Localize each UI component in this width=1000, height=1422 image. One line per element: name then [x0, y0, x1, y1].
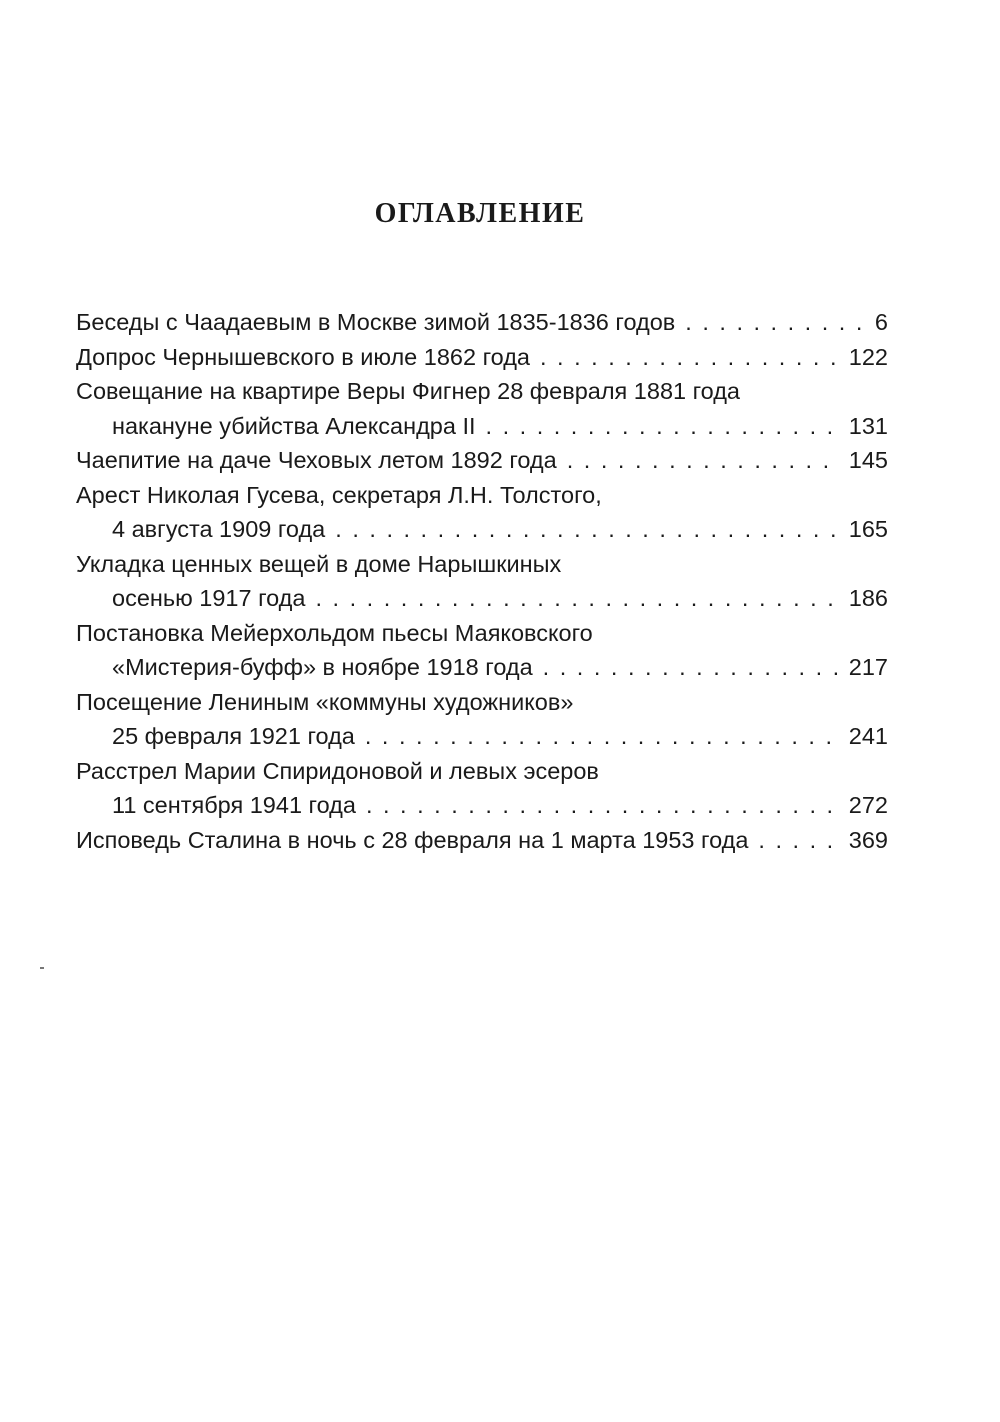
toc-entry-title: Чаепитие на даче Чеховых летом 1892 года: [76, 447, 557, 473]
dot-leader: [335, 512, 841, 547]
toc-entry-line: [76, 685, 888, 720]
toc-entry-title: Допрос Чернышевского в июле 1862 года: [76, 343, 530, 370]
toc-entry-title: Посещение Лениным «коммуны художников»: [76, 688, 574, 715]
toc-entry-title-continued: осенью 1917 года: [112, 585, 306, 611]
toc-page-number: 241: [848, 723, 888, 749]
toc-entry-line: [76, 305, 888, 340]
toc-entry[interactable]: [76, 478, 888, 547]
toc-entry-title: Беседы с Чаадаевым в Москве зимой 1835-1836 годов: [76, 309, 676, 335]
dot-leader: [685, 305, 867, 340]
dot-leader: [543, 650, 841, 685]
toc-entry-continuation: [76, 719, 888, 754]
toc-entry-continuation: [76, 581, 888, 616]
toc-entry[interactable]: [76, 547, 888, 616]
toc-page-number: 369: [848, 826, 888, 853]
toc-entry-line: [76, 616, 888, 651]
page-title: ОГЛАВЛЕНИЕ: [374, 198, 586, 229]
dot-leader: [540, 340, 841, 375]
toc-entry-title-continued: 11 сентября 1941 года: [112, 792, 356, 818]
toc-entry[interactable]: [76, 616, 888, 685]
toc-entry[interactable]: [76, 685, 888, 754]
scan-speck: [40, 967, 44, 969]
toc-entry-line: [76, 823, 888, 858]
toc-entry-title-continued: «Мистерия-буфф» в ноябре 1918 года: [112, 654, 533, 680]
table-of-contents: [76, 305, 888, 857]
toc-page-number: 131: [848, 412, 888, 439]
dot-leader: [567, 443, 841, 478]
toc-entry[interactable]: [76, 754, 888, 823]
toc-entry-line: [76, 754, 888, 789]
toc-entry-title: Постановка Мейерхольдом пьесы Маяковского: [76, 619, 593, 646]
dot-leader: [366, 788, 841, 823]
toc-entry[interactable]: [76, 374, 888, 443]
toc-page-number: 145: [848, 447, 888, 473]
toc-entry[interactable]: [76, 340, 888, 375]
toc-entry-title-continued: 25 февраля 1921 года: [112, 723, 355, 749]
toc-entry-title: Укладка ценных вещей в доме Нарышкиных: [76, 550, 562, 577]
toc-entry-line: [76, 547, 888, 582]
dot-leader: [365, 719, 841, 754]
toc-page-number: 186: [848, 585, 888, 611]
toc-entry-continuation: [76, 650, 888, 685]
toc-entry-title: Расстрел Марии Спиридоновой и левых эсеров: [76, 757, 599, 784]
dot-leader: [758, 823, 840, 858]
toc-entry-continuation: [76, 788, 888, 823]
toc-entry-title-continued: 4 августа 1909 года: [112, 516, 326, 542]
toc-entry-title: Совещание на квартире Веры Фигнер 28 февраля 1881 года: [76, 378, 741, 404]
toc-entry[interactable]: [76, 305, 888, 340]
toc-page-number: 6: [874, 309, 888, 335]
toc-entry-line: [76, 443, 888, 478]
toc-entry-line: [76, 478, 888, 513]
toc-entry-continuation: [76, 512, 888, 547]
toc-page-number: 272: [848, 792, 888, 818]
toc-page-number: 165: [848, 516, 888, 542]
dot-leader: [315, 581, 840, 616]
toc-entry-title: Исповедь Сталина в ночь с 28 февраля на 1 марта 1953 года: [76, 826, 749, 853]
toc-entry[interactable]: [76, 443, 888, 478]
dot-leader: [486, 409, 841, 444]
toc-page-number: 122: [848, 343, 888, 370]
toc-page-number: 217: [848, 654, 888, 680]
toc-entry-title-continued: накануне убийства Александра II: [112, 412, 476, 439]
toc-entry-line: [76, 340, 888, 375]
toc-entry-title: Арест Николая Гусева, секретаря Л.Н. Толстого,: [76, 481, 602, 508]
toc-entry[interactable]: [76, 823, 888, 858]
toc-entry-line: [76, 374, 888, 409]
toc-entry-continuation: [76, 409, 888, 444]
